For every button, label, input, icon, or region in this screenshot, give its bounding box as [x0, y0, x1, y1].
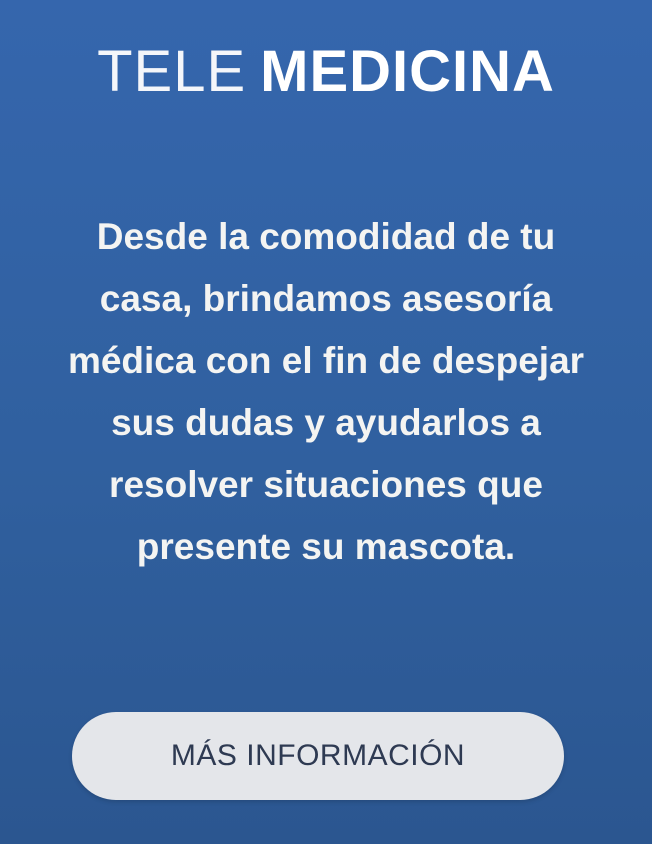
card-title-bold: MEDICINA	[260, 39, 555, 104]
more-info-button[interactable]: MÁS INFORMACIÓN	[72, 712, 564, 800]
description-line: presente su mascota.	[136, 526, 516, 567]
card-title	[0, 36, 652, 108]
description-line: Desde la comodidad de tu	[96, 216, 556, 257]
description-line: resolver situaciones que	[109, 464, 543, 505]
description-line: sus dudas y ayudarlos a	[111, 402, 541, 443]
card-title-light: TELE	[97, 39, 247, 104]
description-line: médica con el fin de despejar	[67, 340, 585, 381]
card-description	[24, 206, 628, 578]
description-line: casa, brindamos asesoría	[99, 278, 553, 319]
